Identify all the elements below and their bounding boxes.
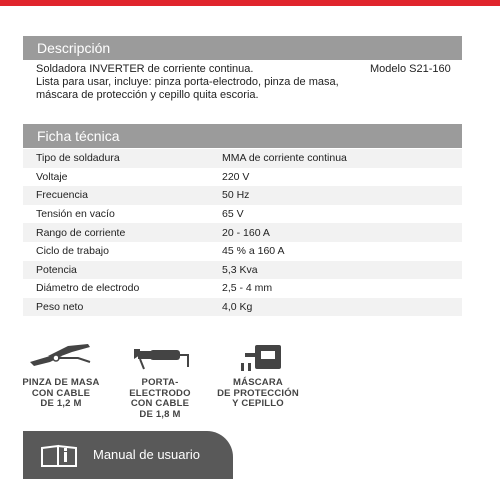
caption-line: CON CABLE	[130, 398, 190, 409]
description-line: Soldadora INVERTER de corriente continua.	[36, 63, 254, 75]
ground-clamp-caption	[18, 378, 104, 410]
caption-line: CON CABLE	[31, 387, 91, 399]
specs-table	[23, 149, 462, 316]
welding-mask-caption	[216, 378, 300, 410]
caption-line: DE 1,8 M	[139, 408, 181, 420]
spec-label: Diámetro de electrodo	[23, 279, 222, 298]
table-row	[23, 168, 462, 187]
welding-mask-icon	[239, 343, 285, 373]
spec-value: 50 Hz	[222, 186, 462, 205]
spec-label: Peso neto	[23, 298, 222, 317]
caption-line: MÁSCARA	[233, 377, 283, 388]
caption-line: DE 1,2 M	[40, 398, 82, 409]
table-row	[23, 279, 462, 298]
user-manual-label: Manual de usuario	[93, 447, 200, 462]
spec-label: Potencia	[23, 261, 222, 280]
spec-value: 20 - 160 A	[222, 223, 462, 242]
description-line: Lista para usar, incluye: pinza porta-electrodo, pinza de masa,	[36, 76, 339, 88]
caption-line: DE PROTECCIÓN	[217, 387, 299, 399]
spec-label: Tipo de soldadura	[23, 149, 222, 168]
caption-line: PORTA-ELECTRODO	[129, 377, 191, 399]
table-row	[23, 261, 462, 280]
spec-value: MMA de corriente continua	[222, 149, 462, 168]
spec-value: 2,5 - 4 mm	[222, 279, 462, 298]
table-row	[23, 223, 462, 242]
spec-label: Tensión en vacío	[23, 205, 222, 224]
spec-value: 5,3 Kva	[222, 261, 462, 280]
spec-value: 45 % a 160 A	[222, 242, 462, 261]
description-text	[36, 63, 366, 102]
spec-label: Rango de corriente	[23, 223, 222, 242]
model-number: Modelo S21-160	[370, 63, 451, 75]
spec-label: Voltaje	[23, 168, 222, 187]
spec-label: Ciclo de trabajo	[23, 242, 222, 261]
spec-label: Frecuencia	[23, 186, 222, 205]
ground-clamp-icon	[28, 342, 94, 372]
table-row	[23, 186, 462, 205]
table-row	[23, 298, 462, 317]
spec-value: 65 V	[222, 205, 462, 224]
manual-book-icon	[40, 444, 78, 468]
electrode-holder-icon	[130, 345, 190, 375]
table-row	[23, 205, 462, 224]
electrode-holder-caption	[112, 378, 208, 420]
description-header: Descripción	[23, 36, 462, 60]
table-row	[23, 149, 462, 168]
caption-line: Y CEPILLO	[232, 398, 284, 409]
specs-header: Ficha técnica	[23, 124, 462, 148]
table-row	[23, 242, 462, 261]
description-line: máscara de protección y cepillo quita escoria.	[36, 89, 259, 101]
top-accent-bar	[0, 0, 500, 6]
spec-value: 220 V	[222, 168, 462, 187]
spec-value: 4,0 Kg	[222, 298, 462, 317]
user-manual-button[interactable]	[23, 431, 233, 479]
caption-line: PINZA DE MASA	[22, 377, 100, 388]
